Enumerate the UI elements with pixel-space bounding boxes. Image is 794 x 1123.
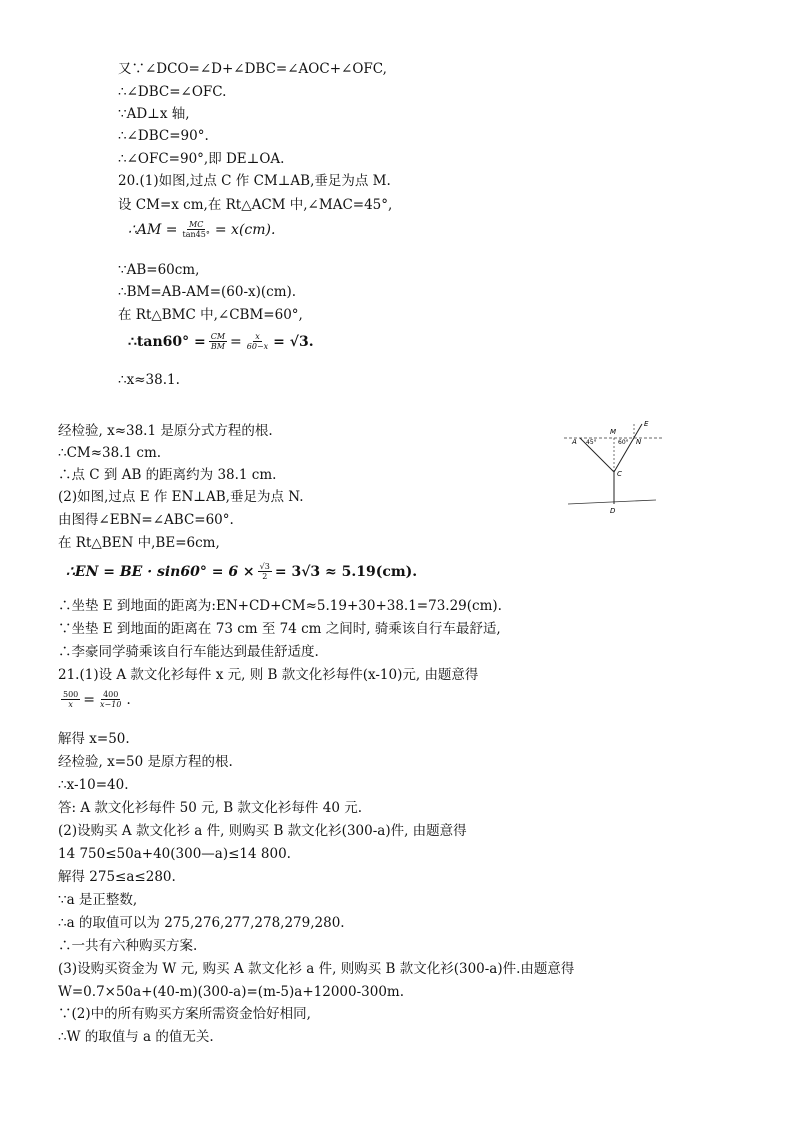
text-line: 经检验, x=50 是原方程的根. [58,754,233,770]
denominator: tan45° [182,230,210,239]
denominator: BM [210,342,225,351]
label-e: E [644,420,649,428]
numerator: 500 [63,690,79,699]
label-c: C [617,470,622,478]
text-line: ∴a 的取值可以为 275,276,277,278,279,280. [58,915,345,931]
fraction [245,332,270,351]
text-line: ∵AB=60cm, [118,262,200,278]
text-line: ∵(2)中的所有购买方案所需资金恰好相同, [58,1006,311,1022]
eq-result: = √3. [273,333,314,350]
text-line: 14 750≤50a+40(300—a)≤14 800. [58,846,291,862]
label-60: 60° [618,439,629,446]
fraction [209,332,227,351]
text-line: (2)设购买 A 款文化衫 a 件, 则购买 B 款文化衫(300-a)件, 由题意得 [58,823,467,839]
text-line: ∴x≈38.1. [118,372,180,388]
bicycle-geometry-figure [560,416,670,516]
text-line: W=0.7×50a+(40-m)(300-a)=(m-5)a+12000-300m. [58,984,405,1000]
text-line: ∴李豪同学骑乘该自行车能达到最佳舒适度. [58,644,319,660]
text-line: 解得 275≤a≤280. [58,869,176,885]
text-line: 设 CM=x cm,在 Rt△ACM 中,∠MAC=45°, [118,197,393,213]
eq-result: = x(cm). [214,221,276,238]
fraction [98,690,123,709]
fraction [181,220,212,239]
fraction [258,562,272,581]
eq-result: = 3√3 ≈ 5.19(cm). [274,563,418,580]
numerator: CM [210,332,226,341]
text-line: ∴点 C 到 AB 的距离约为 38.1 cm. [58,467,277,483]
text-line: ∴∠DBC=90°. [118,128,209,144]
text-line: ∵a 是正整数, [58,892,138,908]
text-line: (2)如图,过点 E 作 EN⊥AB,垂足为点 N. [58,489,304,505]
numerator: √3 [259,562,270,571]
text-line: 解得 x=50. [58,731,130,747]
denominator: 2 [262,572,268,581]
text-line: ∴∠DBC=∠OFC. [118,84,227,100]
equation-tan60: ∴tan60° = $\frac{CM}{BM}$ = $\frac{x}{60-x}$ = √3. [128,332,314,351]
denominator: x [68,700,73,709]
equation-am [128,220,275,239]
text-line: ∵坐垫 E 到地面的距离在 73 cm 至 74 cm 之间时, 骑乘该自行车最舒适, [58,621,501,637]
text-line: 21.(1)设 A 款文化衫每件 x 元, 则 B 款文化衫每件(x-10)元, 由题意得 [58,667,479,683]
label-d: D [610,507,616,515]
equation-en [66,562,417,581]
text-line: ∴∠OFC=90°,即 DE⊥OA. [118,151,285,167]
text-line: 又∵∠DCO=∠D+∠DBC=∠AOC+∠OFC, [118,61,387,77]
text-line: ∴坐垫 E 到地面的距离为:EN+CD+CM≈5.19+30+38.1=73.29(cm). [58,598,502,614]
eq-prefix: ∴AM = [128,221,178,238]
label-a: A [572,438,577,446]
segment-ce [614,424,642,472]
denominator: x−10 [100,700,122,709]
text-line: 20.(1)如图,过点 C 作 CM⊥AB,垂足为点 M. [118,173,391,189]
text-line: ∴W 的取值与 a 的值无关. [58,1029,214,1045]
label-m: M [610,428,617,436]
eq-prefix: ∴EN = BE · sin60° = 6 × [66,563,255,580]
text-line: (3)设购买资金为 W 元, 购买 A 款文化衫 a 件, 则购买 B 款文化衫(300-a)件.由题意得 [58,961,575,977]
text-line: 经检验, x≈38.1 是原分式方程的根. [58,423,273,439]
text-line: ∴BM=AB-AM=(60-x)(cm). [118,284,297,300]
eq-prefix: ∴tan60° = [128,333,206,350]
text-line: 答: A 款文化衫每件 50 元, B 款文化衫每件 40 元. [58,800,362,816]
fraction [61,690,80,709]
equation-fraction: $\frac{500}{x}$ = $\frac{400}{x-10}$ . [63,690,131,709]
numerator: x [255,332,260,341]
text-line: 在 Rt△BEN 中,BE=6cm, [58,535,220,551]
label-45: 45° [586,439,597,446]
text-line: 在 Rt△BMC 中,∠CBM=60°, [118,307,303,323]
text-line: ∴x-10=40. [58,777,129,793]
text-line: 由图得∠EBN=∠ABC=60°. [58,512,234,528]
numerator: MC [189,220,204,229]
text-line: ∵AD⊥x 轴, [118,106,190,122]
numerator: 400 [103,690,119,699]
label-n: N [636,438,642,446]
text-line: ∴一共有六种购买方案. [58,938,198,954]
text-line: ∴CM≈38.1 cm. [58,445,162,461]
ground-line [568,500,656,504]
denominator: 60−x [246,342,269,351]
